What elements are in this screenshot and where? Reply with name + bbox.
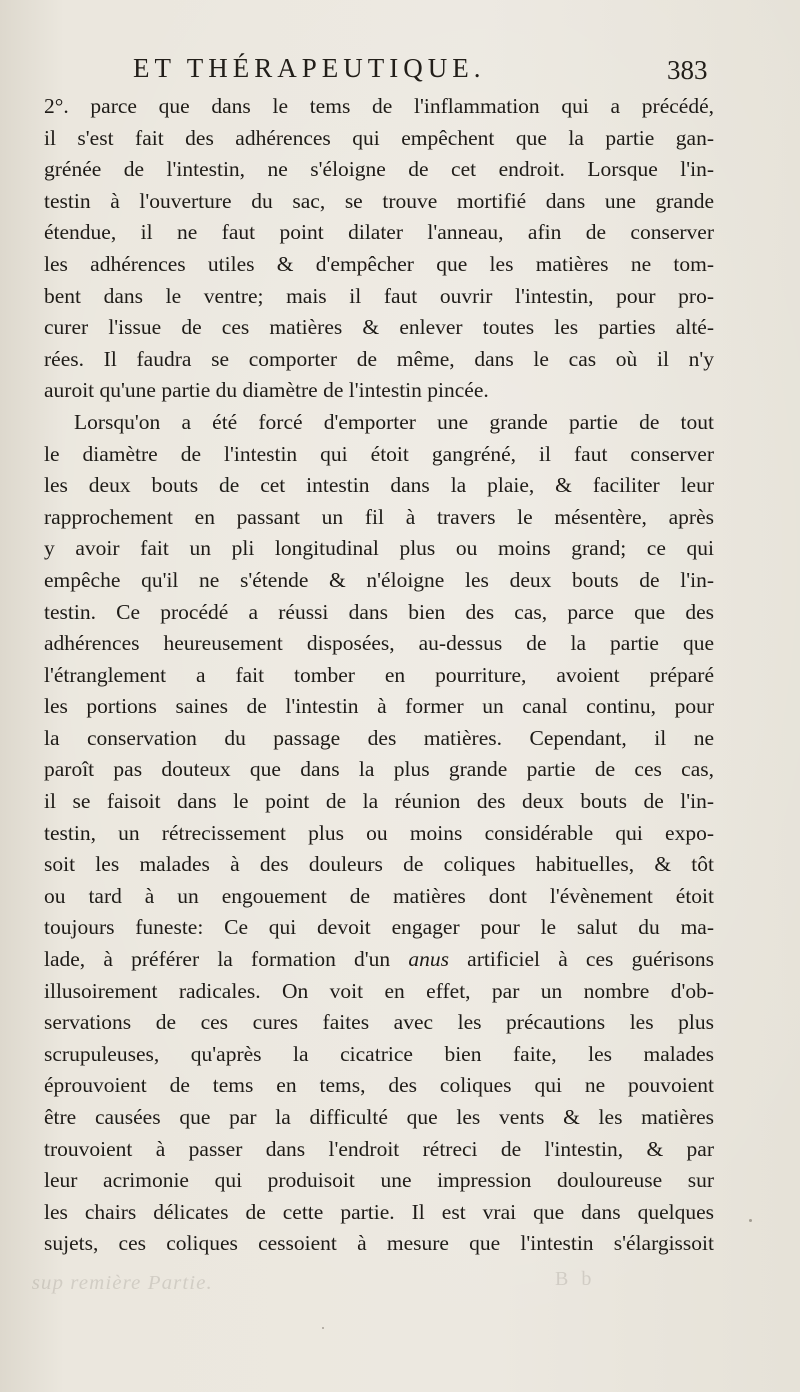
paper-speck — [749, 1219, 752, 1222]
text-line: testin, un rétrecissement plus ou moins considérable qui expo- — [44, 820, 714, 845]
text-line: les chairs délicates de cette partie. Il est vrai que dans quelques — [44, 1199, 714, 1224]
text-line: le diamètre de l'intestin qui étoit gangréné, il faut conserver — [44, 441, 714, 466]
text-line: curer l'issue de ces matières & enlever toutes les parties alté- — [44, 315, 714, 340]
italic-word: anus — [408, 947, 449, 972]
text-line: être causées que par la difficulté que les vents & les matières — [44, 1105, 714, 1129]
text-line: y avoir fait un pli longitudinal plus ou moins grand; ce qui — [44, 536, 714, 561]
text-line: paroît pas douteux que dans la plus grande partie de ces cas, — [44, 757, 714, 782]
body-text — [44, 91, 714, 1260]
text-line: soit les malades à des douleurs de coliques habituelles, & tôt — [44, 852, 714, 877]
text-line: 2°. parce que dans le tems de l'inflammation qui a précédé, — [44, 94, 714, 118]
paragraph-1 — [44, 91, 714, 407]
text-line: les deux bouts de cet intestin dans la plaie, & faciliter leur — [44, 473, 714, 498]
text-line: l'étranglement a fait tomber en pourriture, avoient préparé — [44, 662, 714, 687]
text-line: servations de ces cures faites avec les précautions les plus — [44, 1010, 714, 1035]
text-line: scrupuleuses, qu'après la cicatrice bien faite, les malades — [44, 1041, 714, 1066]
running-head — [0, 48, 800, 88]
text-line: leur acrimonie qui produisoit une impression douloureuse sur — [44, 1168, 714, 1193]
text-line: bent dans le ventre; mais il faut ouvrir l'intestin, pour pro- — [44, 283, 714, 308]
text-line: éprouvoient de tems en tems, des coliques qui ne pouvoient — [44, 1073, 714, 1098]
text-line: rées. Il faudra se comporter de même, dans le cas où il n'y — [44, 346, 714, 371]
text-line: illusoirement radicales. On voit en effet, par un nombre d'ob- — [44, 978, 714, 1003]
text-line: testin. Ce procédé a réussi dans bien des cas, parce que des — [44, 599, 714, 624]
text-line: toujours funeste: Ce qui devoit engager pour le salut du ma- — [44, 915, 714, 940]
text-line: empêche qu'il ne s'étende & n'éloigne les deux bouts de l'in- — [44, 567, 714, 592]
text-line: la conservation du passage des matières. Cependant, il ne — [44, 725, 714, 750]
text-line: sujets, ces coliques cessoient à mesure que l'intestin s'élargissoit — [44, 1231, 714, 1256]
text-line: adhérences heureusement disposées, au-dessus de la partie que — [44, 631, 714, 656]
text-line: il s'est fait des adhérences qui empêchent que la partie gan- — [44, 125, 714, 150]
text-line: ou tard à un engouement de matières dont l'évènement étoit — [44, 883, 714, 908]
text-line: testin à l'ouverture du sac, se trouve mortifié dans une grande — [44, 188, 714, 213]
paragraph-2 — [44, 407, 714, 1260]
text-line: Lorsqu'on a été forcé d'emporter une grande partie de tout — [74, 409, 714, 434]
bleed-through-signature: B b — [555, 1268, 596, 1290]
text-line: grénée de l'intestin, ne s'éloigne de cet endroit. Lorsque l'in- — [44, 157, 714, 182]
running-head-title: ET THÉRAPEUTIQUE. — [133, 53, 486, 83]
text-line: les adhérences utiles & d'empêcher que les matières ne tom- — [44, 251, 714, 276]
text-line: lade, à préférer la formation d'un anus artificiel à ces guérisons — [44, 947, 714, 972]
text-line: les portions saines de l'intestin à former un canal continu, pour — [44, 694, 714, 719]
paper-speck — [322, 1327, 324, 1329]
text-line: auroit qu'une partie du diamètre de l'intestin pincée. — [44, 378, 489, 403]
page-number: 383 — [667, 55, 708, 85]
text-line: il se faisoit dans le point de la réunion des deux bouts de l'in- — [44, 789, 714, 814]
text-line: étendue, il ne faut point dilater l'anneau, afin de conserver — [44, 220, 714, 245]
bleed-through-text: sup remière Partie. — [31, 1272, 213, 1294]
text-line: rapprochement en passant un fil à travers le mésentère, après — [44, 504, 714, 529]
text-line: trouvoient à passer dans l'endroit rétreci de l'intestin, & par — [44, 1136, 714, 1161]
